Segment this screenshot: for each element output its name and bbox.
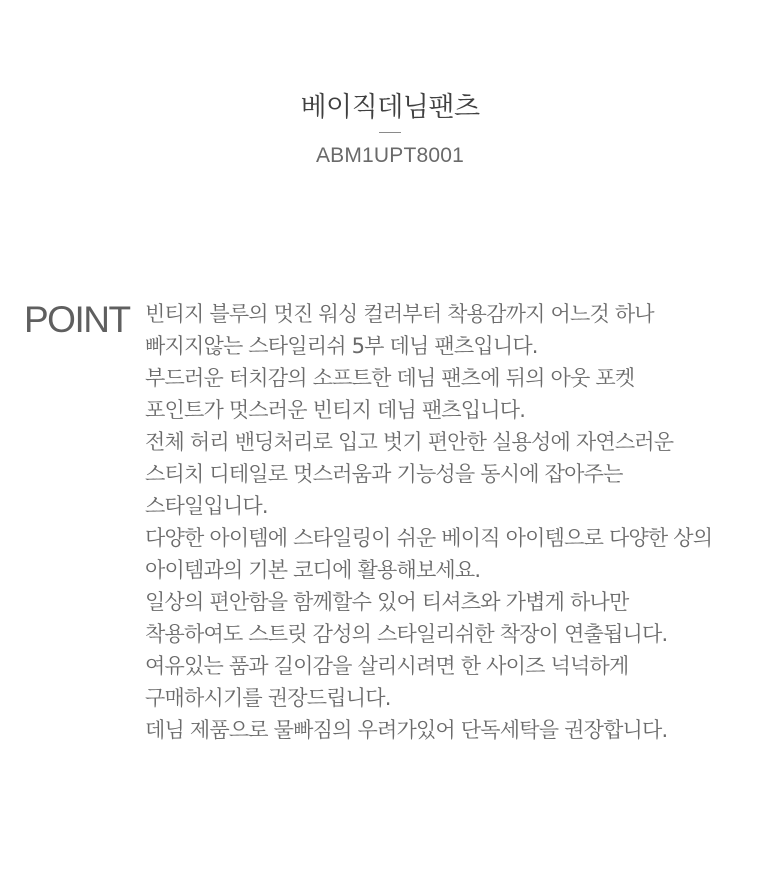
description-line: 여유있는 품과 길이감을 살리시려면 한 사이즈 넉넉하게 xyxy=(145,654,629,678)
title-divider xyxy=(379,132,401,133)
description-line: 포인트가 멋스러운 빈티지 데님 팬츠입니다. xyxy=(145,398,526,422)
description-line: 전체 허리 밴딩처리로 입고 벗기 편안한 실용성에 자연스러운 xyxy=(145,430,674,454)
description-line: 구매하시기를 권장드립니다. xyxy=(145,686,391,710)
point-description xyxy=(145,298,775,746)
description-line: 빈티지 블루의 멋진 워싱 컬러부터 착용감까지 어느것 하나 xyxy=(145,302,654,326)
description-line: 스티치 디테일로 멋스러움과 기능성을 동시에 잡아주는 xyxy=(145,462,623,486)
product-header xyxy=(0,88,780,169)
product-name: 베이직데님팬츠 xyxy=(300,92,480,123)
description-line: 아이템과의 기본 코디에 활용해보세요. xyxy=(145,558,481,582)
description-line: 착용하여도 스트릿 감성의 스타일리쉬한 착장이 연출됩니다. xyxy=(145,622,668,646)
description-line: 빠지지않는 스타일리쉬 5부 데님 팬츠입니다. xyxy=(145,334,538,358)
description-line: 부드러운 터치감의 소프트한 데님 팬츠에 뒤의 아웃 포켓 xyxy=(145,366,635,390)
product-code: ABM1UPT8001 xyxy=(315,144,465,167)
point-heading: POINT xyxy=(24,299,130,340)
description-line: 일상의 편안함을 함께할수 있어 티셔츠와 가볍게 하나만 xyxy=(145,590,629,614)
description-line: 데님 제품으로 물빠짐의 우려가있어 단독세탁을 권장합니다. xyxy=(145,718,668,742)
description-line: 스타일입니다. xyxy=(145,494,268,518)
description-line: 다양한 아이템에 스타일링이 쉬운 베이직 아이템으로 다양한 상의 xyxy=(145,526,713,550)
